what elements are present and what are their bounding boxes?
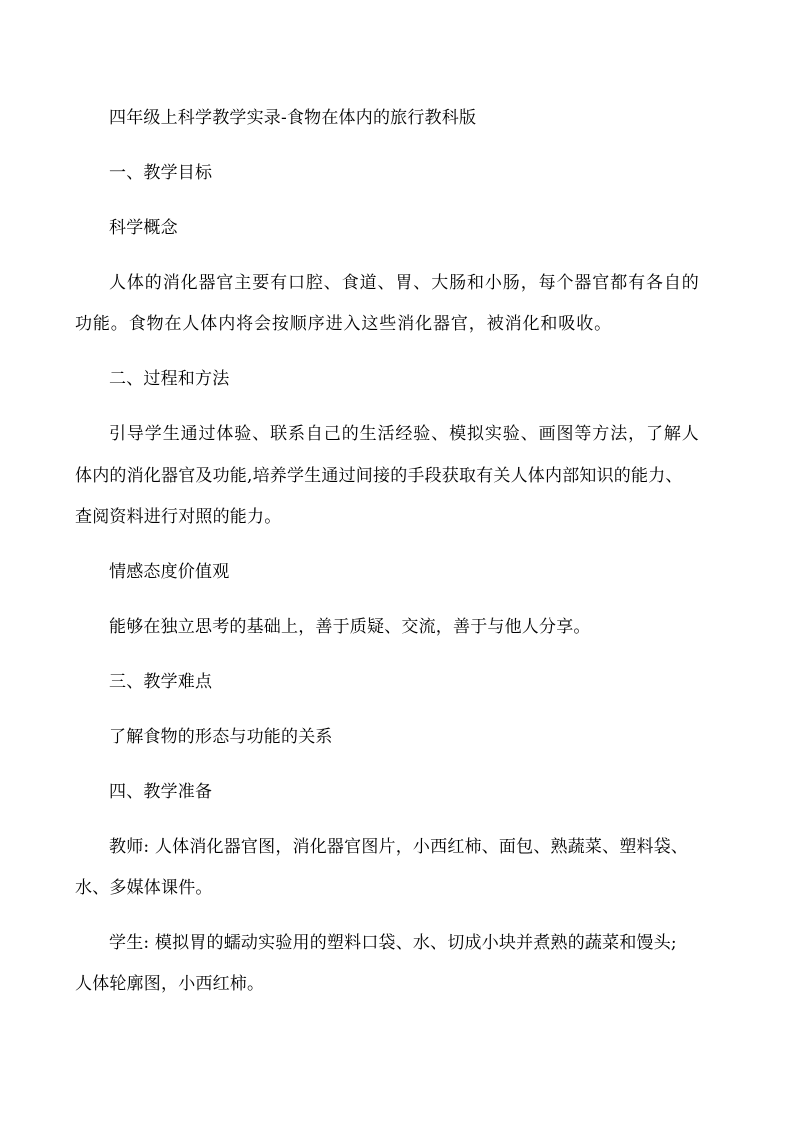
difficulty-paragraph: 了解食物的形态与功能的关系 [109,727,333,747]
process-paragraph-line-3: 查阅资料进行对照的能力。 [75,507,282,527]
subheading-attitude: 情感态度价值观 [109,562,230,582]
section-heading-difficulty: 三、教学难点 [109,672,213,692]
concept-paragraph-line-2: 功能。食物在人体内将会按顺序进入这些消化器官，被消化和吸收。 [75,314,612,334]
teacher-prep-line-2: 水、多媒体课件。 [75,878,213,898]
teacher-prep-line-1: 教师: 人体消化器官图，消化器官图片，小西红柿、面包、熟蔬菜、塑料袋、 [109,837,689,857]
process-paragraph-line-1: 引导学生通过体验、联系自己的生活经验、模拟实验、画图等方法，了解人 [109,424,700,444]
section-heading-process: 二、过程和方法 [109,369,230,389]
process-paragraph-line-2: 体内的消化器官及功能,培养学生通过间接的手段获取有关人体内部知识的能力、 [75,466,683,486]
document-title: 四年级上科学教学实录-食物在体内的旅行教科版 [109,108,477,128]
attitude-paragraph: 能够在独立思考的基础上，善于质疑、交流，善于与他人分享。 [109,617,591,637]
concept-paragraph-line-1: 人体的消化器官主要有口腔、食道、胃、大肠和小肠，每个器官都有各自的 [109,273,700,293]
student-prep-line-1: 学生: 模拟胃的蠕动实验用的塑料口袋、水、切成小块并煮熟的蔬菜和馒头; [109,933,677,953]
student-prep-line-2: 人体轮廓图，小西红柿。 [75,974,265,994]
section-heading-preparation: 四、教学准备 [109,782,213,802]
section-heading-goals: 一、教学目标 [109,163,213,183]
subheading-science-concept: 科学概念 [109,218,178,238]
